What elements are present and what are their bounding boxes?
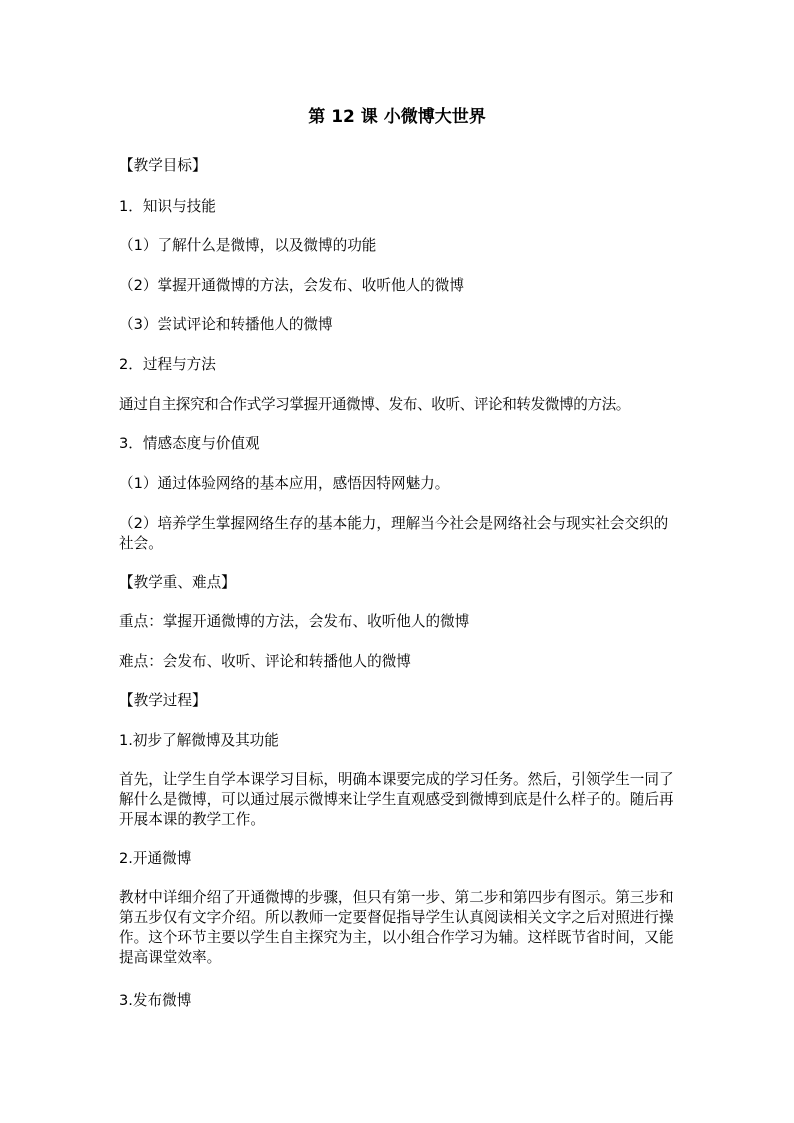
subheading-process-methods: 2．过程与方法	[119, 356, 216, 373]
step-heading-1: 1.初步了解微博及其功能	[119, 732, 279, 749]
key-point-text: 重点：掌握开通微博的方法，会发布、收听他人的微博	[119, 613, 470, 630]
step-1-text: 首先，让学生自学本课学习目标，明确本课要完成的学习任务。然后，引领学生一同了解什么是微博，可以通过展示微博来让学生直观感受到微博到底是什么样子的。随后再开展本课的教学工作。	[119, 771, 674, 828]
difficult-point-text: 难点：会发布、收听、评论和转播他人的微博	[119, 653, 411, 670]
subheading-knowledge-skills: 1．知识与技能	[119, 198, 216, 215]
objective-item-1: （1）了解什么是微博，以及微博的功能	[119, 237, 377, 254]
subheading-emotion-values: 3．情感态度与价值观	[119, 435, 260, 452]
step-heading-2: 2.开通微博	[119, 850, 192, 867]
section-heading-key-points: 【教学重、难点】	[119, 574, 236, 591]
step-2-text: 教材中详细介绍了开通微博的步骤，但只有第一步、第二步和第四步有图示。第三步和第五步仅有文字介绍。所以教师一定要督促指导学生认真阅读相关文字之后对照进行操作。这个环节主要以学生自主探究为主，以小组合作学习为辅。这样既节省时间，又能提高课堂效率。	[119, 889, 674, 966]
objective-item-2: （2）掌握开通微博的方法，会发布、收听他人的微博	[119, 277, 464, 294]
emotion-item-2: （2）培养学生掌握网络生存的基本能力，理解当今社会是网络社会与现实社会交织的社会。	[119, 515, 669, 552]
section-heading-objectives: 【教学目标】	[119, 157, 207, 174]
emotion-item-1: （1）通过体验网络的基本应用，感悟因特网魅力。	[119, 475, 450, 492]
process-methods-text: 通过自主探究和合作式学习掌握开通微博、发布、收听、评论和转发微博的方法。	[119, 396, 630, 413]
section-heading-process: 【教学过程】	[119, 692, 207, 709]
lesson-title: 第 12 课 小微博大世界	[308, 107, 486, 127]
step-heading-3: 3.发布微博	[119, 992, 192, 1009]
objective-item-3: （3）尝试评论和转播他人的微博	[119, 316, 333, 333]
